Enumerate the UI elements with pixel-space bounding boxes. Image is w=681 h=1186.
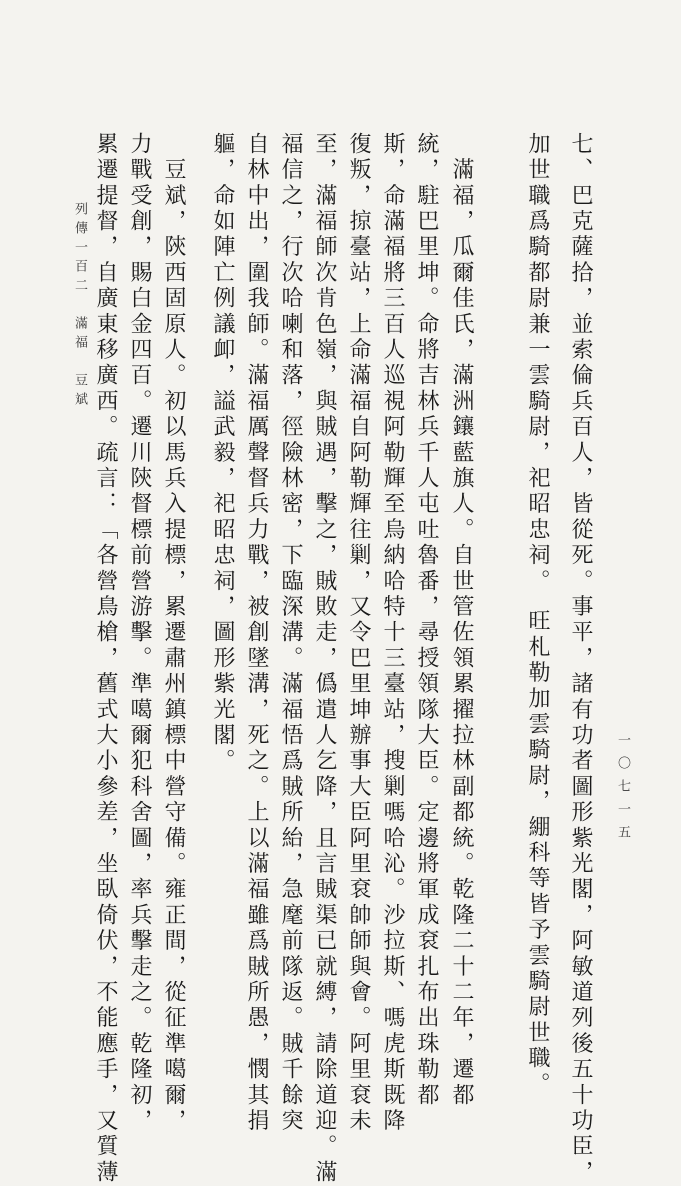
text-column: 統，駐巴里坤。命將吉林兵千人屯吐魯番，尋授領隊大臣。定邊將軍成袞扎布出珠勒都 bbox=[414, 132, 439, 1109]
text-column: 復叛，掠臺站，上命滿福自阿勒輝往剿，又令巴里坤辦事大臣阿里袞帥師與會。阿里袞未 bbox=[346, 132, 371, 1135]
text-column: 七、巴克薩拾，並索倫兵百人，皆從死。事平，諸有功者圖形紫光閣，阿敏道列後五十功臣， bbox=[568, 132, 593, 1186]
text-column: 自林中出，圍我師。滿福厲聲督兵力戰，被創墜溝，死之。上以滿福雖爲賊所愚，憫其捐 bbox=[244, 132, 269, 1135]
text-column: 福信之，行次哈喇和落，徑險林密，下臨深溝。滿福悟爲賊所紿，急麾前隊返。賊千餘突 bbox=[278, 132, 303, 1135]
page-number: 一〇七一五 bbox=[615, 733, 630, 848]
text-column: 加世職爲騎都尉兼一雲騎尉，祀昭忠祠。 旺札勒加雲騎尉，綳科等皆予雲騎尉世職。 bbox=[525, 132, 550, 1098]
text-column: 豆斌，陝西固原人。初以馬兵入提標，累遷肅州鎮標中營守備。雍正間，從征準噶爾， bbox=[161, 132, 186, 1135]
text-column: 軀，命如陣亡例議卹，謚武毅，祀昭忠祠，圖形紫光閣。 bbox=[210, 132, 235, 775]
text-column: 累遷提督，自廣東移廣西。疏言：「各營鳥槍，舊式大小參差，坐臥倚伏，不能應手，又質薄 bbox=[93, 132, 118, 1186]
running-header: 列傳一百二 滿福 豆斌 bbox=[72, 202, 87, 411]
text-column: 斯，命滿福將三百人巡視阿勒輝至烏納哈特十三臺站，搜剿嗎哈沁。沙拉斯、嗎虎斯既降 bbox=[380, 132, 405, 1135]
text-column: 至，滿福師次肯色嶺，與賊遇，擊之，賊敗走，僞遣人乞降，且言賊渠已就縛，請除道迎。滿 bbox=[312, 132, 337, 1186]
text-column: 力戰受創，賜白金四百。遷川陝督標前營游擊。準噶爾犯科舍圖，率兵擊走之。乾隆初， bbox=[127, 132, 152, 1135]
text-column: 滿福，瓜爾佳氏，滿洲鑲藍旗人。自世管佐領累擢拉林副都統。乾隆二十二年，遷都 bbox=[449, 132, 474, 1109]
